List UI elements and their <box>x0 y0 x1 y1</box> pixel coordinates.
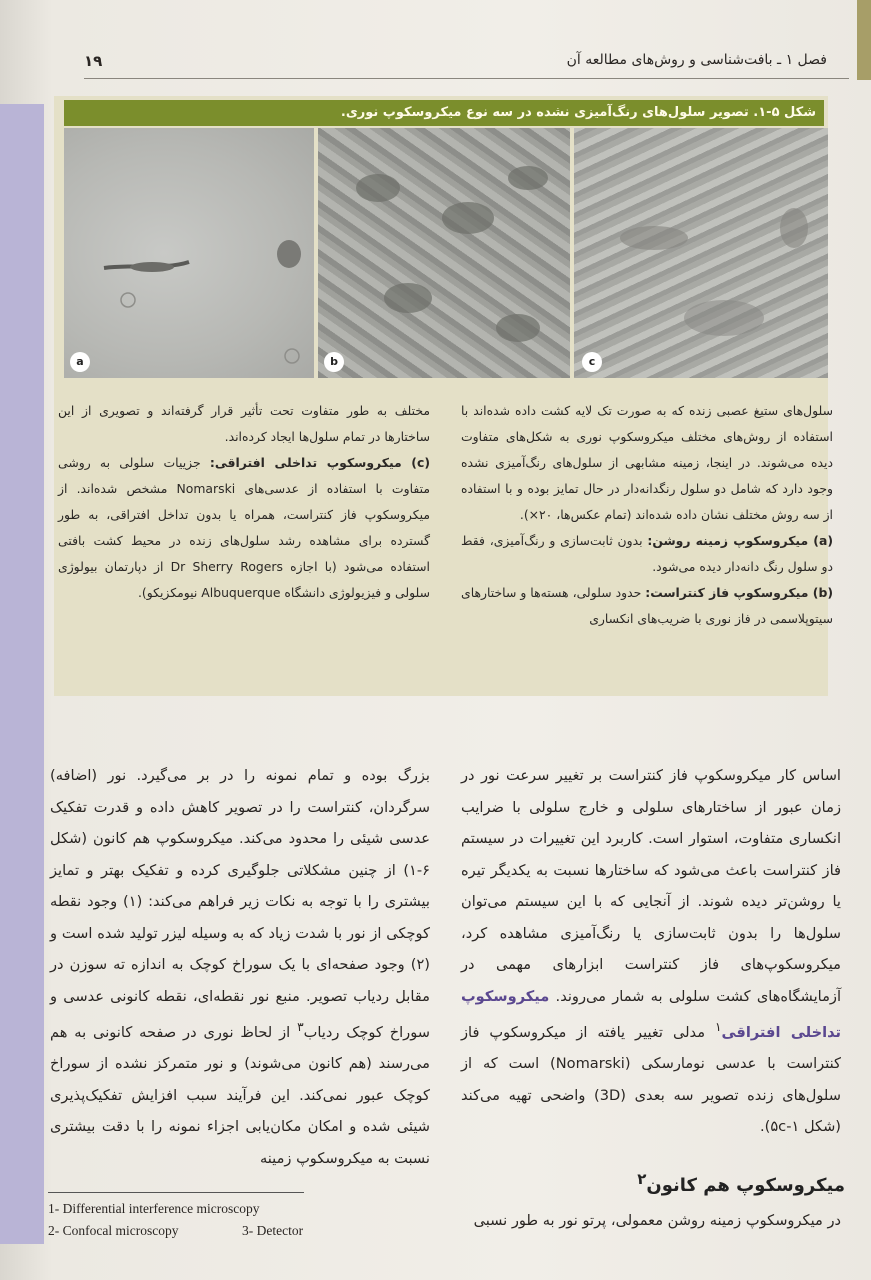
margin-color-strip <box>0 104 44 1244</box>
footnote-divider <box>48 1192 304 1193</box>
chapter-tab-strip <box>857 0 871 80</box>
caption-text-c: جزییات سلولی به روشی متفاوت با استفاده از عدسی‌های Nomarski مشخص شده‌اند. از میکروسکوپ فاز کنتراست، همراه یا بدون تداخل افتراقی، به طور گسترده برای مشاهده رشد سلول‌های زنده در محیط کشت بافتی استفاده می‌شود (با اجازه Dr Sherry Rogers از دپارتمان بیولوژی سلولی و فیزیولوژی دانشگاه Albuquerque نیومکزیکو). <box>58 455 431 600</box>
micrograph-a-image <box>64 128 314 378</box>
caption-text-b: حدود سلولی، هسته‌ها و ساختارهای سیتوپلاسمی در فاز نوری با ضریب‌های انکساری <box>461 585 833 626</box>
figure-panel-a-brightfield <box>64 128 314 378</box>
running-header-chapter: فصل ۱ ـ بافت‌شناسی و روش‌های مطالعه آن <box>566 52 827 68</box>
caption-term-a: (a) میکروسکوپ زمینه روشن: <box>647 533 834 548</box>
footnote-3: 3- Detector <box>242 1223 304 1238</box>
header-divider <box>84 78 849 79</box>
caption-intro: سلول‌های ستیغ عصبی زنده که به صورت تک لایه کشت داده شده‌اند با استفاده از روش‌های مختلف میکروسکوپ نوری به شکل‌های متفاوت دیده می‌شوند. در اینجا، زمینه مشابهی از سلول‌های رنگ‌آمیزی نشده وجود دارد که شامل دو سلول رنگدانه‌دار در حال تمایز بوده و با استفاده از سه روش مختلف نشان داده شده‌اند (تمام عکس‌ها، ۲۰×). <box>461 403 833 522</box>
body-text-right-column <box>461 760 841 1143</box>
body-text-left-column <box>50 760 430 1174</box>
caption-term-c: (c) میکروسکوپ تداخلی افتراقی: <box>209 455 430 470</box>
body-text-run: اساس کار میکروسکوپ فاز کنتراست بر تغییر سرعت نور در زمان عبور از ساختارهای سلولی و خارج سلولی با ضرایب انکساری متفاوت، استوار است. کاربرد این تغییرات در سیستم فاز کنتراست باعث می‌شود که ساختارها نسبت به یکدیگر تیره یا روشن‌تر دیده شوند. از آنجایی که با این سیستم می‌توان سلول‌ها را بدون ثابت‌سازی یا رنگ‌آمیزی مشاهده کرد، میکروسکوپ‌های فاز کنتراست ابزارهای مهمی در آزمایشگاه‌های کشت سلولی به شمار می‌روند. <box>461 767 841 1005</box>
figure-title: شکل ۵-۱. تصویر سلول‌های رنگ‌آمیزی نشده در سه نوع میکروسکوپ نوری. <box>64 100 824 126</box>
caption-text-a: بدون ثابت‌سازی و رنگ‌آمیزی، فقط دو سلول رنگ دانه‌دار دیده می‌شود. <box>461 533 833 574</box>
footnote-ref-1: ۱ <box>715 1020 722 1034</box>
body-text-run: مدلی تغییر یافته از میکروسکوپ فاز کنتراست با عدسی نومارسکی (Nomarski) است که از سلول‌های زنده تصویر سه بعدی (3D) واضحی تهیه می‌کند (شکل ۵c-۱). <box>461 1023 841 1136</box>
footnote-ref-2: ۲ <box>637 1170 647 1188</box>
figure-caption-left-column <box>58 398 430 606</box>
caption-term-b: (b) میکروسکوپ فاز کنتراست: <box>645 585 833 600</box>
micrograph-c-image <box>574 128 828 378</box>
footnote-ref-3: ۳ <box>297 1020 304 1034</box>
figure-panel-c-differential-interference <box>574 128 828 378</box>
footnote-2: 2- Confocal microscopy <box>48 1223 179 1238</box>
term-differential-interference: میکروسکوپ تداخلی افتراقی <box>461 987 841 1041</box>
caption-item-b <box>461 580 833 632</box>
footnotes <box>48 1198 303 1242</box>
section-heading-confocal <box>637 1170 845 1196</box>
body-paragraph-confocal <box>50 760 430 1174</box>
caption-item-c <box>58 450 430 606</box>
figure-caption-right-column <box>461 398 833 632</box>
caption-continuation: مختلف به طور متفاوت تحت تأثیر قرار گرفته‌اند و تصویری از این ساختارها در تمام سلول‌ها ایجاد کرده‌اند. <box>58 403 430 444</box>
panel-label-b: b <box>324 352 344 372</box>
panel-label-c: c <box>582 352 602 372</box>
micrograph-b-image <box>318 128 570 378</box>
body-paragraph-phase-contrast <box>461 760 841 1143</box>
footnote-row-2-3 <box>48 1220 303 1242</box>
page-number: ۱۹ <box>84 52 103 70</box>
panel-label-a: a <box>70 352 90 372</box>
section-heading-text: میکروسکوپ هم کانون <box>646 1175 845 1196</box>
figure-panel-b-phase-contrast <box>318 128 570 378</box>
section-first-line: در میکروسکوپ زمینه روشن معمولی، پرتو نور به طور نسبی <box>473 1212 841 1229</box>
body-text-run: بزرگ بوده و تمام نمونه را در بر می‌گیرد. نور (اضافه) سرگردان، کنتراست را در تصویر کاهش داده و قدرت تفکیک عدسی شیئی را محدود می‌کند. میکروسکوپ هم کانون (شکل ۶-۱) از چنین مشکلاتی جلوگیری کرده و تفکیک بهتر و تمایز بیشتری را با توجه به نکات زیر فراهم می‌کند: (۱) وجود نقطه کوچکی از نور با شدت زیاد که به وسیله لیزر تولید شده است و (۲) وجود صفحه‌ای با یک سوراخ کوچک به اندازه ته سوزن در مقابل ردیاب تصویر. منبع نور نقطه‌ای، نقطه کانونی عدسی و سوراخ کوچک ردیاب <box>50 767 430 1041</box>
caption-item-a <box>461 528 833 580</box>
body-text-run: از لحاظ نوری در صفحه کانونی به هم می‌رسند (هم کانون می‌شوند) و نور متمرکز نشده از سوراخ کوچک عبور نمی‌کند. این فرآیند سبب افزایش تفکیک‌پذیری شیئی شده و امکان مکان‌یابی اجزاء نمونه را با دقت بیشتری نسبت به میکروسکوپ زمینه <box>50 1023 430 1167</box>
footnote-1: 1- Differential interference microscopy <box>48 1201 260 1216</box>
